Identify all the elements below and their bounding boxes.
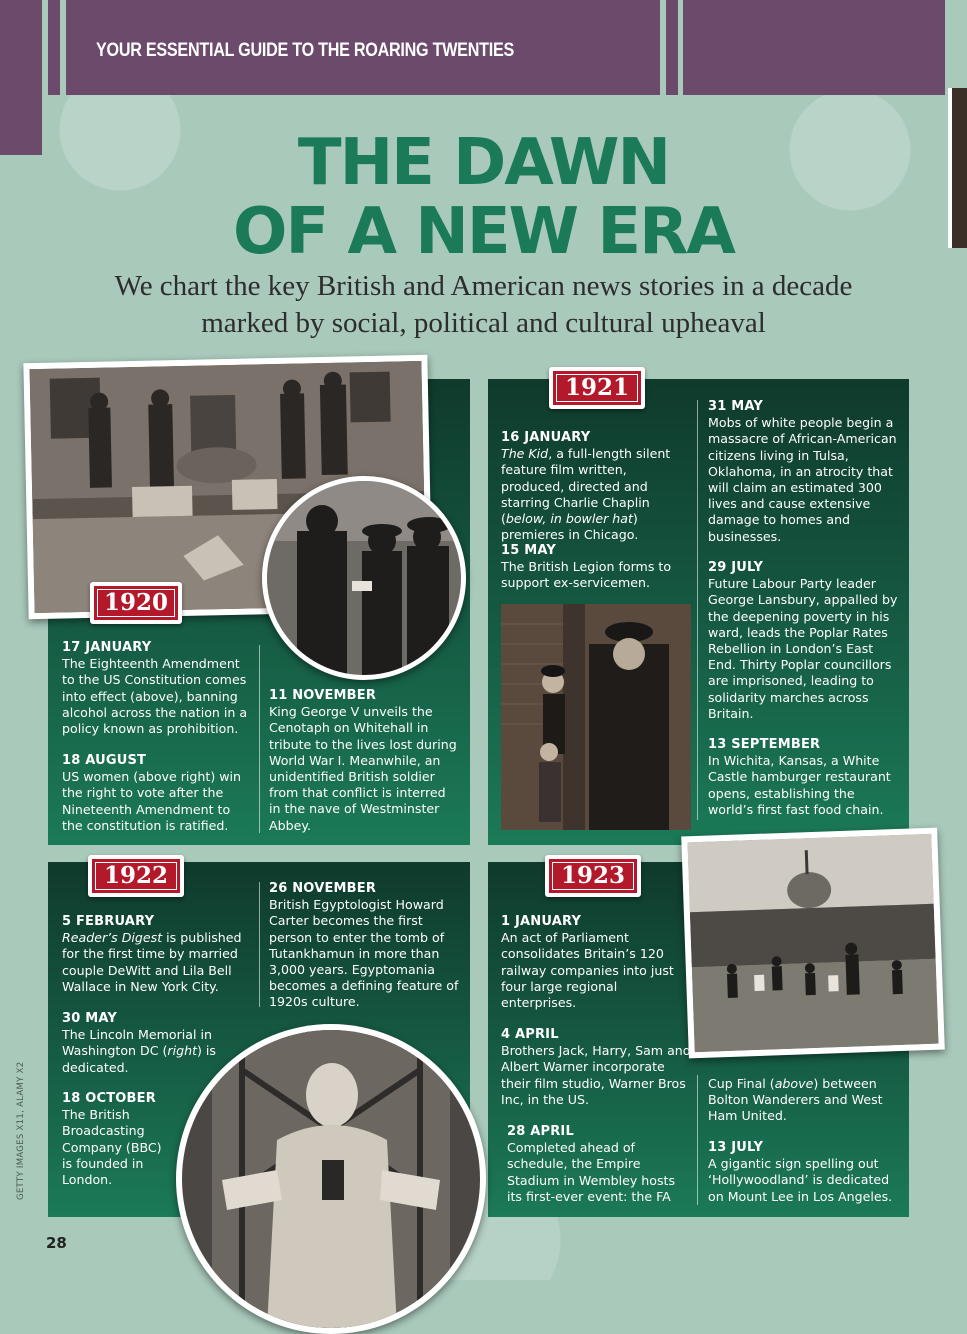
year-1921-label: 1921 (553, 371, 641, 405)
entry-date: 11 NOVEMBER (269, 688, 377, 703)
entry-date: 16 JANUARY (501, 430, 591, 445)
entry-text: British Egyptologist Howard Carter becomes the first person to enter the tomb of Tutankhamun in more than 3,000 years. Egyptomania becomes a defining feature of 1920s culture. (269, 897, 459, 1010)
entry-date: 1 JANUARY (501, 914, 582, 929)
entry-1921-sep (708, 737, 900, 818)
entry-1921-may15 (501, 543, 693, 592)
header-band-right (683, 0, 945, 95)
header-band-tab (666, 0, 678, 95)
entry-date: 5 FEBRUARY (62, 914, 155, 929)
entry-date: 29 JULY (708, 560, 764, 575)
entry-date: 13 JULY (708, 1140, 764, 1155)
entry-text: The British Legion forms to support ex-servicemen. (501, 559, 672, 591)
entry-date: 18 OCTOBER (62, 1091, 156, 1106)
entry-1921-jul (708, 560, 900, 722)
entry-1923-jan (501, 914, 691, 1011)
entry-date: 15 MAY (501, 543, 556, 558)
section-header: YOUR ESSENTIAL GUIDE TO THE ROARING TWENTIES (96, 40, 514, 61)
entry-date: 17 JANUARY (62, 640, 152, 655)
entry-date: 31 MAY (708, 399, 763, 414)
entry-text: The British Broadcasting Company (BBC) is founded in London. (62, 1107, 162, 1188)
entry-1923-apr4 (501, 1027, 691, 1108)
year-1920-label: 1920 (94, 586, 178, 620)
page-title-line2: OF A NEW ERA (233, 195, 734, 269)
image-credit: GETTY IMAGES X11, ALAMY X2 (16, 1061, 26, 1200)
entry-1920-jan (62, 640, 252, 737)
entry-date: 13 SEPTEMBER (708, 737, 821, 752)
entry-text: The Lincoln Memorial in Washington DC (right) is dedicated. (62, 1027, 216, 1075)
entry-text: US women (above right) win the right to vote after the Nineteenth Amendment to the constitution is ratified. (62, 769, 242, 833)
suffrage-photo (262, 476, 466, 680)
page-subtitle: We chart the key British and American news stories in a decade marked by social, political and cultural upheaval (114, 270, 853, 339)
entry-text: Future Labour Party leader George Lansbury, appalled by the deepening poverty in his ward, leads the Poplar Rates Rebellion in London’s East End. Thirty Poplar councillors are imprisoned, leading to solidarity marches across Britain. (708, 576, 898, 721)
entry-date: 18 AUGUST (62, 753, 147, 768)
entry-text: Reader’s Digest is published for the first time by married couple DeWitt and Lila Bell Wallace in New York City. (62, 930, 242, 994)
entry-1920-aug (62, 753, 252, 834)
entry-1923-apr28 (507, 1124, 689, 1205)
column-divider (259, 645, 260, 833)
entry-1922-oct (62, 1091, 162, 1188)
entry-1922-feb (62, 914, 252, 995)
entry-date: 28 APRIL (507, 1124, 574, 1139)
column-divider (697, 1075, 698, 1205)
entry-text: Brothers Jack, Harry, Sam and Albert Warner incorporate their film studio, Warner Bros Inc, in the US. (501, 1043, 691, 1107)
year-1923-label: 1923 (549, 859, 637, 893)
year-badge-1923 (545, 855, 641, 897)
entry-date: 26 NOVEMBER (269, 881, 377, 896)
page-title-line1: THE DAWN (297, 126, 670, 200)
entry-date: 4 APRIL (501, 1027, 559, 1042)
lincoln-memorial-photo (176, 1024, 486, 1334)
year-1922-label: 1922 (92, 859, 180, 893)
entry-1923-apr28-continued (708, 1076, 900, 1125)
entry-1921-jan (501, 430, 693, 543)
page-number: 28 (46, 1234, 67, 1252)
year-badge-1922 (88, 855, 184, 897)
fa-cup-final-photo (681, 828, 945, 1059)
entry-text: In Wichita, Kansas, a White Castle hamburger restaurant opens, establishing the world’s first fast food chain. (708, 753, 891, 817)
chaplin-photo (501, 604, 691, 830)
column-divider (259, 882, 260, 1007)
entry-text: The Eighteenth Amendment to the US Constitution comes into effect (above), banning alcohol across the nation in a policy known as prohibition. (62, 656, 248, 737)
entry-date: 30 MAY (62, 1011, 117, 1026)
entry-text: Completed ahead of schedule, the Empire Stadium in Wembley hosts its first-ever event: the FA (507, 1140, 676, 1204)
entry-text: A gigantic sign spelling out ‘Hollywoodland’ is dedicated on Mount Lee in Los Angeles. (708, 1156, 893, 1204)
entry-1921-may31 (708, 399, 900, 545)
header-band-tab (48, 0, 60, 95)
entry-text: King George V unveils the Cenotaph on Whitehall in tribute to the lives lost during World War I. Meanwhile, an unidentified British soldier from that conflict is interred in the nave of Westminster Abbey. (269, 704, 457, 833)
entry-text: Mobs of white people begin a massacre of African-American citizens living in Tulsa, Oklahoma, in an atrocity that will claim an estimated 300 lives and cause extensive damage to homes and businesses. (708, 415, 897, 544)
film-title: The Kid (501, 446, 549, 462)
entry-1923-jul (708, 1140, 900, 1205)
entry-text: Cup Final (above) between Bolton Wanderers and West Ham United. (708, 1076, 883, 1124)
column-divider (697, 400, 698, 820)
year-badge-1920 (90, 582, 182, 624)
entry-1922-nov (269, 881, 459, 1011)
year-badge-1921 (549, 367, 645, 409)
entry-1920-nov (269, 688, 459, 834)
entry-text: An act of Parliament consolidates Britain’s 120 railway companies into just four large regional enterprises. (501, 930, 674, 1011)
entry-text: The Kid, a full-length silent feature film written, produced, directed and starring Charlie Chaplin (below, in bowler hat) premieres in Chicago. (501, 446, 671, 543)
